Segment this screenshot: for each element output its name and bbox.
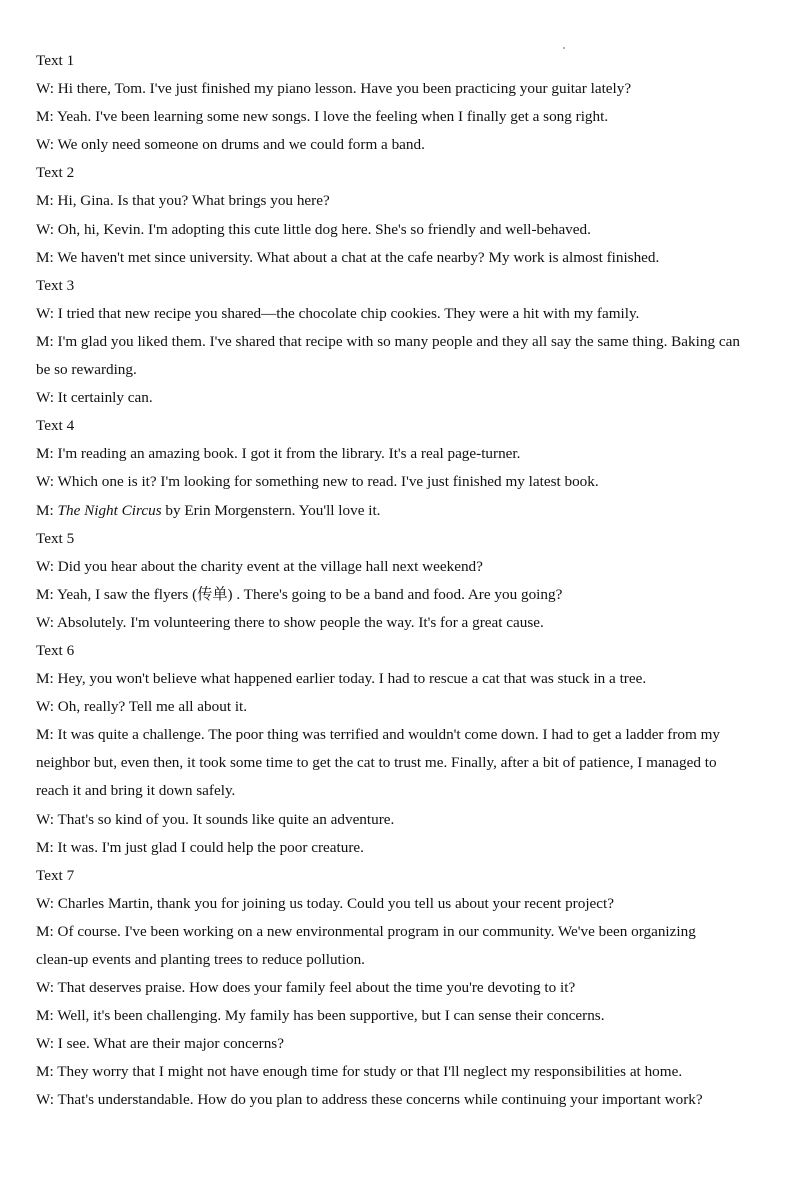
dialogue-line: W: I see. What are their major concerns? — [36, 1035, 284, 1053]
dialogue-line: M: They worry that I might not have enough time for study or that I'll neglect my responsibilities at home. — [36, 1063, 683, 1081]
dialogue-line: W: Hi there, Tom. I've just finished my piano lesson. Have you been practicing your guitar lately? — [36, 80, 632, 98]
dialogue-line: M: It was quite a challenge. The poor thing was terrified and wouldn't come down. I had to get a ladder from my — [36, 726, 721, 744]
dialogue-line: be so rewarding. — [36, 361, 137, 379]
text-section-heading: Text 3 — [36, 276, 75, 294]
transcript-body — [36, 47, 776, 1115]
dialogue-line: W: Absolutely. I'm volunteering there to show people the way. It's for a great cause. — [36, 613, 544, 631]
dialogue-line: W: Charles Martin, thank you for joining us today. Could you tell us about your recent project? — [36, 894, 614, 912]
dialogue-line: W: That's so kind of you. It sounds like quite an adventure. — [36, 810, 395, 828]
text-section-heading: Text 1 — [36, 52, 75, 69]
dialogue-line: clean-up events and planting trees to reduce pollution. — [36, 951, 365, 968]
dialogue-line: M: Yeah. I've been learning some new songs. I love the feeling when I finally get a song right. — [36, 108, 609, 126]
dialogue-line — [36, 497, 776, 525]
dialogue-line: M: Hey, you won't believe what happened earlier today. I had to rescue a cat that was stuck in a tree. — [36, 670, 647, 688]
dialogue-line: M: It was. I'm just glad I could help the poor creature. — [36, 838, 364, 856]
dialogue-line: W: That's understandable. How do you plan to address these concerns while continuing your important work? — [36, 1091, 703, 1109]
dialogue-line: W: It certainly can. — [36, 389, 153, 407]
dialogue-line: W: Oh, really? Tell me all about it. — [36, 698, 248, 716]
dialogue-suffix: by Erin Morgenstern. You'll love it. — [161, 501, 381, 519]
dialogue-line: W: We only need someone on drums and we could form a band. — [36, 136, 425, 154]
dialogue-line: M: I'm reading an amazing book. I got it from the library. It's a real page-turner. — [36, 445, 521, 463]
dialogue-line: W: I tried that new recipe you shared—the chocolate chip cookies. They were a hit with my family. — [36, 304, 640, 322]
dialogue-line: M: Well, it's been challenging. My family has been supportive, but I can sense their concerns. — [36, 1007, 605, 1025]
dialogue-line: M: Yeah, I saw the flyers (传单) . There's going to be a band and food. Are you going? — [36, 585, 563, 603]
text-section-heading: Text 7 — [36, 866, 75, 884]
speaker-prefix: M: — [36, 501, 58, 519]
book-title: The Night Circus — [57, 501, 162, 519]
dialogue-line: W: Which one is it? I'm looking for something new to read. I've just finished my latest book. — [36, 473, 599, 491]
dialogue-line: W: Did you hear about the charity event at the village hall next weekend? — [36, 557, 483, 575]
text-section-heading: Text 6 — [36, 641, 75, 659]
dialogue-line: neighbor but, even then, it took some time to get the cat to trust me. Finally, after a bit of patience, I managed to — [36, 754, 717, 772]
text-section-heading: Text 2 — [36, 164, 75, 182]
dialogue-line: W: Oh, hi, Kevin. I'm adopting this cute little dog here. She's so friendly and well-behaved. — [36, 220, 591, 238]
dialogue-line: M: Of course. I've been working on a new environmental program in our community. We've been organizing — [36, 922, 696, 940]
dialogue-line: W: That deserves praise. How does your family feel about the time you're devoting to it? — [36, 979, 576, 997]
text-section-heading: Text 4 — [36, 417, 75, 435]
dialogue-line: M: I'm glad you liked them. I've shared that recipe with so many people and they all say the same thing. Baking can — [36, 332, 740, 350]
dialogue-line: M: We haven't met since university. What about a chat at the cafe nearby? My work is almost finished. — [36, 248, 660, 266]
dialogue-line: reach it and bring it down safely. — [36, 782, 236, 800]
text-section-heading: Text 5 — [36, 529, 75, 547]
dialogue-line: M: Hi, Gina. Is that you? What brings you here? — [36, 192, 330, 210]
